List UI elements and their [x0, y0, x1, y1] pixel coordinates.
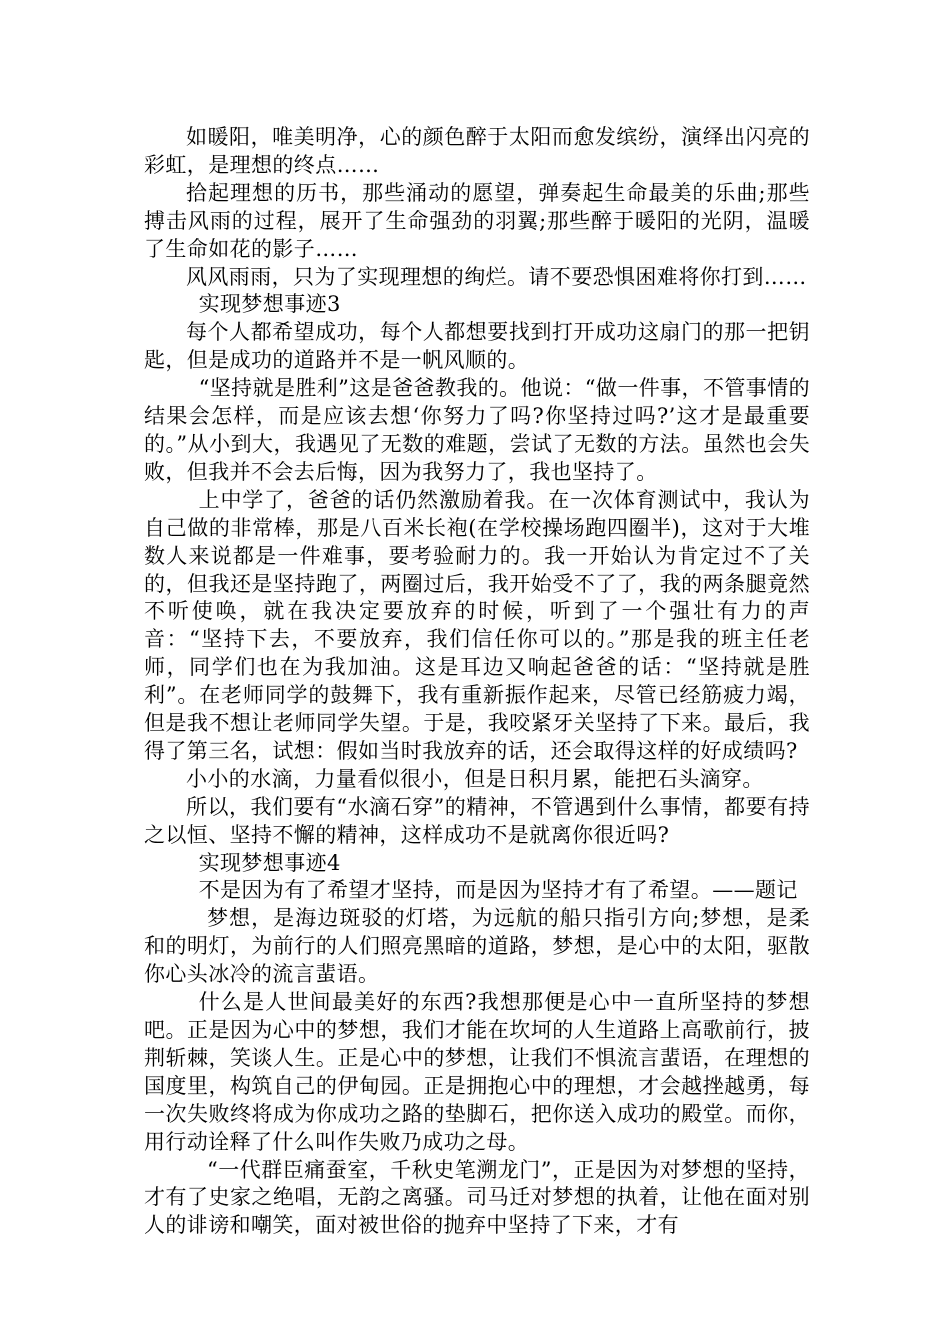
paragraph: 小小的水滴，力量看似很小，但是日积月累，能把石头滴穿。: [186, 766, 764, 791]
paragraph: 风风雨雨，只为了实现理想的绚烂。请不要恐惧困难将你打到……: [186, 264, 807, 289]
document-body: [144, 124, 810, 1240]
paragraph: “一代群臣痛蚕室，千秋史笔溯龙门”，正是因为对梦想的坚持，才有了史家之绝唱，无韵之离骚。司马迁对梦想的执着，让他在面对别人的诽谤和嘲笑，面对被世俗的抛弃中坚持了下来，才有: [144, 1157, 810, 1238]
paragraph: 拾起理想的历书，那些涌动的愿望，弹奏起生命最美的乐曲;那些搏击风雨的过程，展开了生命强劲的羽翼;那些醉于暖阳的光阴，温暖了生命如花的影子……: [144, 180, 810, 261]
paragraph: 所以，我们要有“水滴石穿”的精神，不管遇到什么事情，都要有持之以恒、坚持不懈的精神，这样成功不是就离你很近吗?: [144, 794, 810, 847]
paragraph: “坚持就是胜利”这是爸爸教我的。他说：“做一件事，不管事情的结果会怎样，而是应该去想‘你努力了吗?你坚持过吗?’这才是最重要的。”从小到大，我遇见了无数的难题，尝试了无数的方法。虽然也会失败，但我并不会去后悔，因为我努力了，我也坚持了。: [144, 376, 810, 484]
paragraph: 什么是人世间最美好的东西?我想那便是心中一直所坚持的梦想吧。正是因为心中的梦想，我们才能在坎坷的人生道路上高歌前行，披荆斩棘，笑谈人生。正是心中的梦想，让我们不惧流言蜚语，在理想的国度里，构筑自己的伊甸园。正是拥抱心中的理想，才会越挫越勇，每一次失败终将成为你成功之路的垫脚石，把你送入成功的殿堂。而你，用行动诠释了什么叫作失败乃成功之母。: [144, 990, 810, 1154]
paragraph: 如暖阳，唯美明净，心的颜色醉于太阳而愈发缤纷，演绎出闪亮的彩虹，是理想的终点……: [144, 125, 810, 177]
paragraph: 梦想，是海边斑驳的灯塔，为远航的船只指引方向;梦想，是柔和的明灯，为前行的人们照亮黑暗的道路，梦想，是心中的太阳，驱散你心头冰冷的流言蜚语。: [144, 906, 810, 987]
section-heading: 实现梦想事迹4: [198, 850, 341, 875]
section-heading: 实现梦想事迹3: [198, 292, 341, 317]
paragraph: 上中学了，爸爸的话仍然激励着我。在一次体育测试中，我认为自己做的非常棒，那是八百米长袍(在学校操场跑四圈半)，这对于大堆数人来说都是一件难事，要考验耐力的。我一开始认为肯定过不了关的，但我还是坚持跑了，两圈过后，我开始受不了了，我的两条腿竟然不听使唤，就在我决定要放弃的时候，听到了一个强壮有力的声音：“坚持下去，不要放弃，我们信任你可以的。”那是我的班主任老师，同学们也在为我加油。这是耳边又响起爸爸的话：“坚持就是胜利”。在老师同学的鼓舞下，我有重新振作起来，尽管已经筋疲力竭，但是我不想让老师同学失望。于是，我咬紧牙关坚持了下来。最后，我得了第三名，试想：假如当时我放弃的话，还会取得这样的好成绩吗?: [144, 487, 810, 763]
paragraph: 每个人都希望成功，每个人都想要找到打开成功这扇门的那一把钥匙，但是成功的道路并不是一帆风顺的。: [144, 320, 810, 373]
epigraph: 不是因为有了希望才坚持，而是因为坚持才有了希望。——题记: [198, 878, 798, 903]
